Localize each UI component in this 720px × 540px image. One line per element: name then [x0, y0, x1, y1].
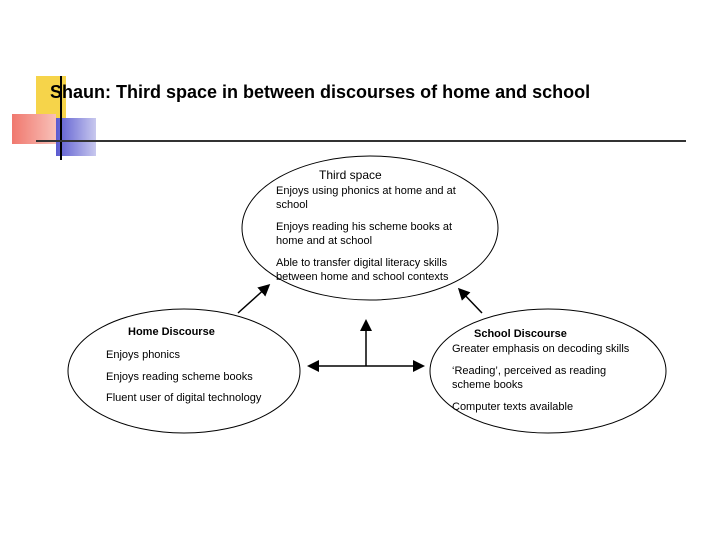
home-discourse-item: Enjoys phonics	[106, 349, 180, 361]
home-discourse-heading: Home Discourse	[128, 326, 215, 338]
home-discourse-item: Enjoys reading scheme books	[106, 371, 253, 383]
school-discourse-item: Greater emphasis on decoding skills	[452, 343, 630, 355]
school-discourse-item: ‘Reading’, perceived as reading scheme books	[452, 365, 607, 391]
school-to-third-arrow	[460, 290, 482, 313]
third-space-item: Able to transfer digital literacy skills between home and school contexts	[276, 257, 449, 283]
third-space-item: Enjoys reading his scheme books at home and at school	[276, 221, 453, 247]
home-discourse-item: Fluent user of digital technology	[106, 392, 262, 404]
third-space-item: Enjoys using phonics at home and at school	[276, 185, 456, 211]
home-to-third-arrow	[238, 286, 268, 313]
slide-title: Shaun: Third space in between discourses of home and school	[50, 82, 591, 102]
third-space-heading: Third space	[319, 168, 382, 182]
school-discourse-item: Computer texts available	[452, 401, 574, 413]
school-discourse-heading: School Discourse	[474, 328, 567, 340]
